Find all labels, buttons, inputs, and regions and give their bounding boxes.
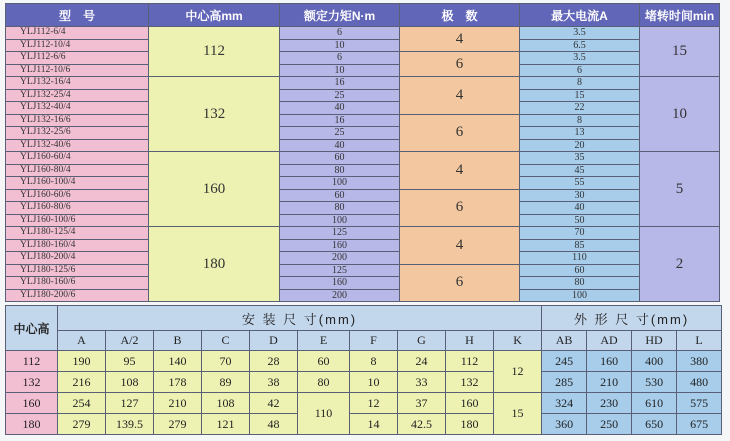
max-current-cell: 40 (520, 202, 640, 215)
torque-cell: 16 (280, 114, 400, 127)
torque-cell: 200 (280, 289, 400, 302)
spec-row (6, 227, 720, 240)
torque-cell: 40 (280, 139, 400, 152)
model-cell: YLJ132-25/6 (6, 127, 149, 140)
dim-cell-k: 12 (494, 351, 542, 393)
torque-cell: 100 (280, 177, 400, 190)
spec-row (6, 289, 720, 302)
torque-cell: 40 (280, 102, 400, 115)
poles-cell: 4 (400, 227, 520, 265)
header-center-height-dim: 中心高 (6, 306, 58, 351)
spec-row (6, 102, 720, 115)
dim-center-height-cell: 160 (6, 393, 58, 414)
spec-row (6, 39, 720, 52)
torque-cell: 160 (280, 277, 400, 290)
model-cell: YLJ112-6/4 (6, 27, 149, 40)
max-current-cell: 20 (520, 139, 640, 152)
dim-col-header: K (494, 331, 542, 351)
max-current-cell: 50 (520, 214, 640, 227)
dim-cell-h: 132 (446, 372, 494, 393)
max-current-cell: 6.5 (520, 39, 640, 52)
header-rated-torque: 额定力矩N·m (280, 4, 400, 27)
dim-cell-e: 60 (298, 351, 350, 372)
dim-cell-f: 8 (350, 351, 398, 372)
max-current-cell: 22 (520, 102, 640, 115)
dim-col-header: E (298, 331, 350, 351)
dim-cell-h: 160 (446, 393, 494, 414)
spec-row (6, 277, 720, 290)
model-cell: YLJ160-100/6 (6, 214, 149, 227)
torque-cell: 60 (280, 189, 400, 202)
torque-cell: 160 (280, 239, 400, 252)
dim-col-header: L (677, 331, 722, 351)
dim-cell-ad: 210 (587, 372, 632, 393)
dim-cell-e: 80 (298, 372, 350, 393)
max-current-cell: 45 (520, 164, 640, 177)
max-current-cell: 35 (520, 152, 640, 165)
spec-row (6, 114, 720, 127)
dim-col-header: AD (587, 331, 632, 351)
model-cell: YLJ160-60/6 (6, 189, 149, 202)
dim-cell-f: 14 (350, 414, 398, 435)
model-cell: YLJ112-10/4 (6, 39, 149, 52)
max-current-cell: 13 (520, 127, 640, 140)
model-cell: YLJ132-40/4 (6, 102, 149, 115)
stall-time-cell: 2 (640, 227, 720, 302)
dim-center-height-cell: 112 (6, 351, 58, 372)
dim-cell-g: 33 (398, 372, 446, 393)
dim-cell-h: 112 (446, 351, 494, 372)
dim-cell-hd: 650 (632, 414, 677, 435)
dim-col-header: F (350, 331, 398, 351)
max-current-cell: 15 (520, 89, 640, 102)
dim-cell-d: 48 (250, 414, 298, 435)
dim-cell-h: 180 (446, 414, 494, 435)
dim-cell-f: 12 (350, 393, 398, 414)
dim-cell-l: 575 (677, 393, 722, 414)
header-install-dimensions: 安 装 尺 寸(mm) (58, 306, 542, 331)
dim-cell-ad: 230 (587, 393, 632, 414)
dim-col-header: C (202, 331, 250, 351)
dim-cell-ab: 285 (542, 372, 587, 393)
max-current-cell: 3.5 (520, 27, 640, 40)
spec-row (6, 64, 720, 77)
max-current-cell: 60 (520, 264, 640, 277)
dim-col-header: G (398, 331, 446, 351)
dim-row (6, 393, 722, 414)
dim-cell-d: 42 (250, 393, 298, 414)
model-cell: YLJ112-6/6 (6, 52, 149, 65)
max-current-cell: 85 (520, 239, 640, 252)
model-cell: YLJ160-60/4 (6, 152, 149, 165)
spec-row (6, 77, 720, 90)
model-cell: YLJ180-125/4 (6, 227, 149, 240)
model-cell: YLJ160-80/4 (6, 164, 149, 177)
max-current-cell: 55 (520, 177, 640, 190)
header-center-height: 中心高mm (149, 4, 280, 27)
spec-row (6, 177, 720, 190)
dim-cell-ab: 245 (542, 351, 587, 372)
spec-row (6, 152, 720, 165)
torque-cell: 80 (280, 202, 400, 215)
torque-cell: 60 (280, 152, 400, 165)
poles-cell: 4 (400, 27, 520, 52)
dim-col-header: AB (542, 331, 587, 351)
max-current-cell: 70 (520, 227, 640, 240)
center-height-cell: 132 (149, 77, 280, 152)
dim-cell-hd: 400 (632, 351, 677, 372)
torque-cell: 80 (280, 164, 400, 177)
dim-row (6, 414, 722, 435)
poles-cell: 6 (400, 264, 520, 302)
dim-cell-ab: 360 (542, 414, 587, 435)
max-current-cell: 8 (520, 114, 640, 127)
max-current-cell: 6 (520, 64, 640, 77)
max-current-cell: 110 (520, 252, 640, 265)
spec-row (6, 89, 720, 102)
model-cell: YLJ180-160/6 (6, 277, 149, 290)
dim-col-header: HD (632, 331, 677, 351)
spec-row (6, 264, 720, 277)
torque-cell: 25 (280, 89, 400, 102)
model-cell: YLJ132-16/4 (6, 77, 149, 90)
spec-row (6, 189, 720, 202)
header-model: 型 号 (6, 4, 149, 27)
dim-cell-b: 210 (154, 393, 202, 414)
spec-row (6, 252, 720, 265)
model-cell: YLJ112-10/6 (6, 64, 149, 77)
dim-cell-g: 37 (398, 393, 446, 414)
dim-cell-l: 675 (677, 414, 722, 435)
center-height-cell: 180 (149, 227, 280, 302)
spec-row (6, 239, 720, 252)
dim-cell-k: 15 (494, 393, 542, 435)
dim-center-height-cell: 132 (6, 372, 58, 393)
dim-cell-c: 108 (202, 393, 250, 414)
dim-cell-ad: 250 (587, 414, 632, 435)
dim-row (6, 372, 722, 393)
max-current-cell: 80 (520, 277, 640, 290)
spec-row (6, 139, 720, 152)
model-cell: YLJ132-16/6 (6, 114, 149, 127)
dim-cell-a2: 139.5 (106, 414, 154, 435)
model-cell: YLJ160-100/4 (6, 177, 149, 190)
max-current-cell: 100 (520, 289, 640, 302)
torque-cell: 200 (280, 252, 400, 265)
spec-row (6, 27, 720, 40)
dim-cell-ab: 324 (542, 393, 587, 414)
max-current-cell: 8 (520, 77, 640, 90)
dim-col-header: A/2 (106, 331, 154, 351)
dim-cell-e: 110 (298, 393, 350, 435)
dim-cell-ad: 160 (587, 351, 632, 372)
center-height-cell: 160 (149, 152, 280, 227)
dim-cell-g: 24 (398, 351, 446, 372)
dim-row (6, 351, 722, 372)
torque-cell: 125 (280, 227, 400, 240)
dim-cell-c: 70 (202, 351, 250, 372)
dim-cell-g: 42.5 (398, 414, 446, 435)
dim-cell-l: 480 (677, 372, 722, 393)
dim-cell-d: 28 (250, 351, 298, 372)
poles-cell: 6 (400, 114, 520, 152)
dim-cell-d: 38 (250, 372, 298, 393)
dim-cell-c: 89 (202, 372, 250, 393)
torque-cell: 6 (280, 52, 400, 65)
dim-col-header: A (58, 331, 106, 351)
dim-cell-hd: 530 (632, 372, 677, 393)
dim-cell-b: 178 (154, 372, 202, 393)
torque-cell: 125 (280, 264, 400, 277)
spec-row (6, 164, 720, 177)
torque-cell: 6 (280, 27, 400, 40)
model-cell: YLJ180-125/6 (6, 264, 149, 277)
center-height-cell: 112 (149, 27, 280, 77)
max-current-cell: 30 (520, 189, 640, 202)
poles-cell: 4 (400, 152, 520, 190)
dim-col-header: D (250, 331, 298, 351)
spec-row (6, 202, 720, 215)
torque-cell: 16 (280, 77, 400, 90)
stall-time-cell: 10 (640, 77, 720, 152)
torque-cell: 100 (280, 214, 400, 227)
dim-cell-a: 190 (58, 351, 106, 372)
header-outline-dimensions: 外 形 尺 寸(mm) (542, 306, 722, 331)
max-current-cell: 3.5 (520, 52, 640, 65)
dim-cell-c: 121 (202, 414, 250, 435)
model-cell: YLJ180-200/4 (6, 252, 149, 265)
dimension-table (5, 305, 722, 435)
header-poles: 极 数 (400, 4, 520, 27)
dim-cell-a: 254 (58, 393, 106, 414)
spec-row (6, 127, 720, 140)
dim-cell-a2: 108 (106, 372, 154, 393)
dim-cell-a2: 95 (106, 351, 154, 372)
model-cell: YLJ132-40/6 (6, 139, 149, 152)
spec-row (6, 52, 720, 65)
torque-cell: 25 (280, 127, 400, 140)
poles-cell: 4 (400, 77, 520, 115)
dim-cell-l: 380 (677, 351, 722, 372)
dim-cell-f: 10 (350, 372, 398, 393)
model-cell: YLJ180-160/4 (6, 239, 149, 252)
torque-cell: 10 (280, 39, 400, 52)
dim-cell-a: 279 (58, 414, 106, 435)
model-cell: YLJ160-80/6 (6, 202, 149, 215)
dim-column-header-row (6, 331, 722, 351)
dim-cell-b: 140 (154, 351, 202, 372)
dim-cell-b: 279 (154, 414, 202, 435)
torque-cell: 10 (280, 64, 400, 77)
dim-col-header: H (446, 331, 494, 351)
dim-group-header-row (6, 306, 722, 331)
dim-cell-a2: 127 (106, 393, 154, 414)
stall-time-cell: 15 (640, 27, 720, 77)
header-stall-time: 堵转时间min (640, 4, 720, 27)
dim-cell-a: 216 (58, 372, 106, 393)
stall-time-cell: 5 (640, 152, 720, 227)
dim-col-header: B (154, 331, 202, 351)
motor-spec-table (5, 3, 720, 302)
spec-header-row (6, 4, 720, 27)
poles-cell: 6 (400, 189, 520, 227)
poles-cell: 6 (400, 52, 520, 77)
spec-row (6, 214, 720, 227)
model-cell: YLJ180-200/6 (6, 289, 149, 302)
dim-center-height-cell: 180 (6, 414, 58, 435)
model-cell: YLJ132-25/4 (6, 89, 149, 102)
dim-cell-hd: 610 (632, 393, 677, 414)
header-max-current: 最大电流A (520, 4, 640, 27)
